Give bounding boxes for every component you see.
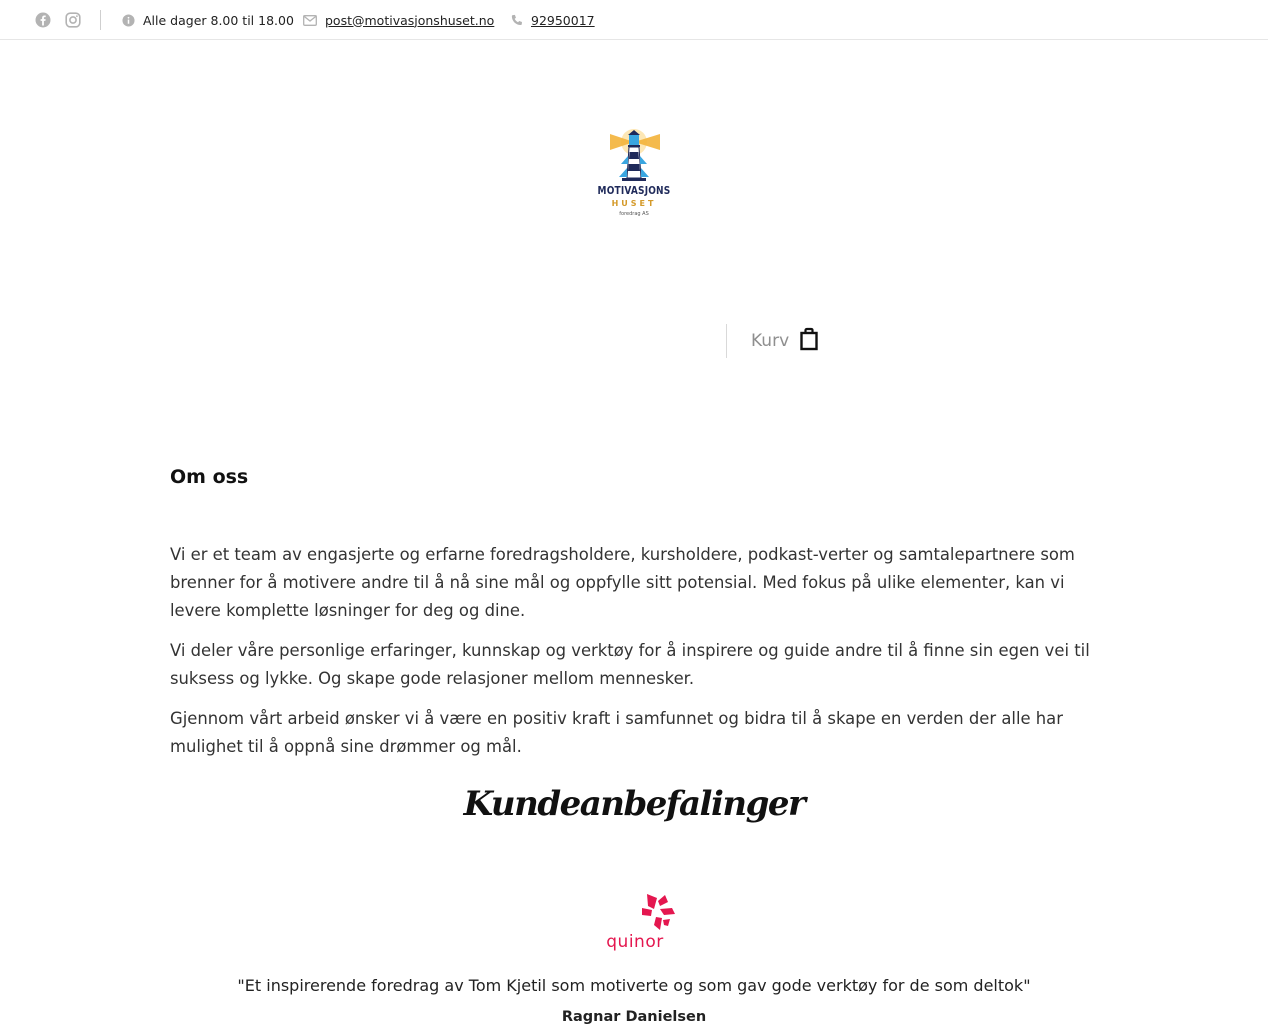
facebook-icon[interactable]: [34, 11, 52, 29]
phone-icon: [509, 13, 523, 27]
equinor-star-icon: [602, 892, 678, 932]
cart-label: Kurv: [751, 331, 790, 351]
opening-hours: [121, 11, 294, 29]
about-paragraph-3: Gjennom vårt arbeid ønsker vi å være en positiv kraft i samfunnet og bidra til å skape en verden der alle har mulighet til å oppnå sine drømmer og mål.: [170, 709, 1063, 756]
phone-contact: [509, 11, 595, 29]
email-link[interactable]: post@motivasjonshuset.no: [325, 12, 495, 28]
about-paragraph-2: Vi deler våre personlige erfaringer, kunnskap og verktøy for å inspirere og guide andre til å finne sin egen vei til suksess og lykke. Og skape gode relasjoner mellom mennesker.: [170, 641, 1090, 688]
logo-line2: HUSET: [611, 199, 657, 208]
topbar-divider: [100, 10, 101, 30]
logo-line3: foredrag AS: [619, 211, 649, 217]
client-logo: [602, 892, 678, 962]
cart-divider: [726, 324, 727, 358]
lighthouse-icon: [584, 126, 684, 186]
phone-link[interactable]: 92950017: [531, 12, 595, 28]
instagram-icon[interactable]: [64, 11, 82, 29]
site-logo[interactable]: [584, 126, 684, 220]
testimonial-quote: "Et inspirerende foredrag av Tom Kjetil som motiverte og som gav gode verktøy for de som deltok": [237, 976, 1031, 995]
opening-hours-text: Alle dager 8.00 til 18.00: [143, 12, 294, 28]
shopping-bag-icon: [799, 327, 819, 356]
about-title: Om oss: [170, 466, 249, 488]
logo-line1: MOTIVASJONS: [597, 184, 671, 197]
about-paragraph-1: Vi er et team av engasjerte og erfarne foredragsholdere, kursholdere, podkast-verter og samtalepartnere som brenner for å motivere andre til å nå sine mål og oppfylle sitt potensial. Med fokus på ulike elementer, kan vi levere komplette løsninger for deg og dine.: [170, 545, 1075, 620]
mail-icon: [303, 13, 317, 27]
cart-button[interactable]: [751, 328, 819, 354]
info-icon: [121, 13, 135, 27]
email-contact: [303, 11, 494, 29]
testimonial-author: Ragnar Danielsen: [561, 1009, 707, 1024]
testimonials-title: Kundeanbefalinger: [463, 784, 805, 824]
client-name: quinor: [606, 932, 664, 952]
top-bar: [0, 0, 1268, 40]
